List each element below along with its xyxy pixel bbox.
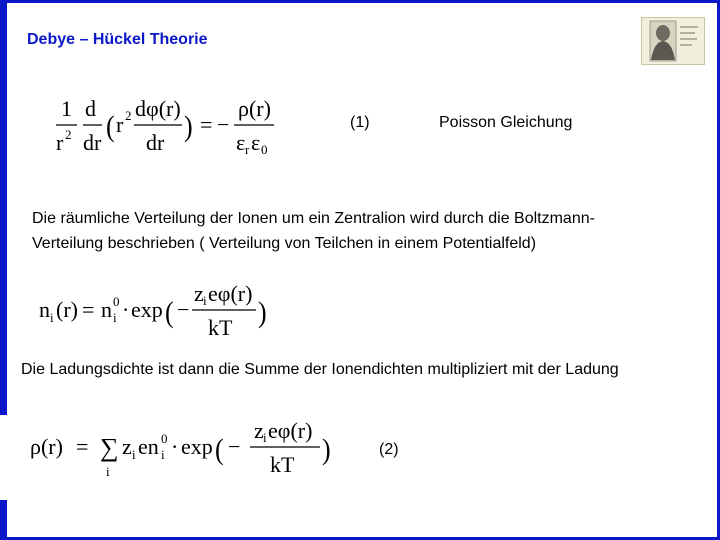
svg-text:i: i [263,430,267,445]
svg-text:eφ(r): eφ(r) [268,418,313,443]
svg-text:r: r [56,130,64,155]
svg-text:2: 2 [125,108,132,123]
svg-text:1: 1 [61,96,72,121]
svg-text:r: r [245,142,250,157]
svg-text:n: n [39,297,50,322]
poisson-equation [50,92,290,167]
svg-text:kT: kT [208,315,233,340]
paragraph-2: Die Ladungsdichte ist dann die Summe der Ionendichten multipliziert mit der Ladung [21,361,619,378]
svg-text:kT: kT [270,452,295,477]
svg-text:i: i [161,447,165,462]
svg-text:): ) [184,110,193,144]
charge-density-equation [28,412,348,489]
svg-text:exp: exp [131,297,163,322]
svg-text:dr: dr [83,130,102,155]
svg-text:=: = [200,112,213,137]
svg-text:(: ( [106,110,115,144]
svg-text:(r): (r) [56,297,78,322]
svg-text:i: i [132,447,136,462]
frame-top-border [0,0,720,3]
svg-text:i: i [113,310,117,325]
svg-text:·: · [171,434,179,459]
svg-text:(: ( [215,433,224,467]
svg-text:ρ(r): ρ(r) [30,434,63,459]
slide-title: Debye – Hückel Theorie [27,31,208,48]
svg-text:0: 0 [261,142,268,157]
svg-text:dr: dr [146,130,165,155]
svg-text:exp: exp [181,434,213,459]
svg-text:): ) [258,296,267,330]
svg-text:z: z [194,281,204,306]
svg-text:−: − [228,434,241,459]
svg-text:i: i [50,310,54,325]
svg-text:ε: ε [236,130,246,155]
svg-text:en: en [138,434,159,459]
equation-1-name: Poisson Gleichung [439,114,573,131]
svg-text:ρ(r): ρ(r) [238,96,271,121]
svg-text:n: n [101,297,112,322]
svg-text:i: i [203,293,207,308]
svg-text:=: = [82,297,95,322]
svg-text:−: − [217,112,230,137]
svg-text:ε: ε [251,130,261,155]
svg-text:r: r [116,112,124,137]
svg-text:i: i [106,464,110,479]
svg-text:(: ( [165,296,174,330]
svg-text:d: d [85,96,96,121]
paragraph-1-line-1: Die räumliche Verteilung der Ionen um ein Zentralion wird durch die Boltzmann- [32,210,595,227]
svg-text:z: z [254,418,264,443]
equation-1-number: (1) [350,114,370,131]
svg-text:−: − [177,297,190,322]
svg-text:0: 0 [113,294,120,309]
svg-text:2: 2 [65,127,72,142]
svg-text:0: 0 [161,431,168,446]
svg-text:=: = [76,434,89,459]
portrait-logo [641,17,705,65]
svg-text:z: z [122,434,132,459]
svg-text:eφ(r): eφ(r) [208,281,253,306]
paragraph-1-line-2: Verteilung beschrieben ( Verteilung von Teilchen in einem Potentialfeld) [32,235,537,252]
svg-text:dφ(r): dφ(r) [135,96,181,121]
boltzmann-equation [36,275,276,350]
svg-text:): ) [322,433,331,467]
svg-text:·: · [122,297,130,322]
equation-2-number: (2) [379,441,399,458]
frame-left-gap [0,415,7,500]
svg-text:∑: ∑ [100,433,119,462]
